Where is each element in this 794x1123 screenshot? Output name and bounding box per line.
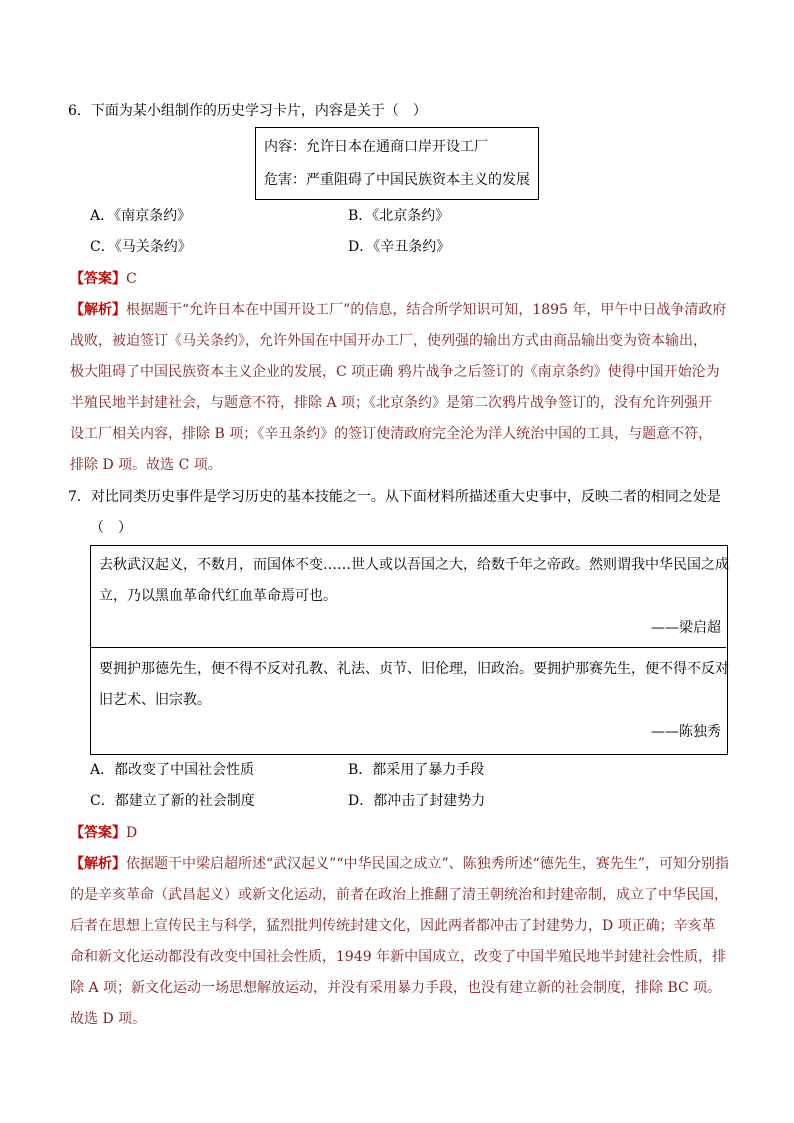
q6-analysis-tag: 【解析】 — [70, 302, 126, 318]
q7-quote2-line-1: 要拥护那德先生，便不得不反对孔教、礼法、贞节、旧伦理，旧政治。要拥护那赛先生，便不得不反对 — [99, 661, 729, 677]
q7-option-d[interactable]: D．都冲击了封建势力 — [348, 793, 486, 809]
q6-analysis-line-4: 半殖民地半封建社会，与题意不符，排除 A 项；《北京条约》是第二次鸦片战争签订的，没有允许列强开 — [70, 395, 713, 411]
q7-quote-divider — [90, 647, 726, 648]
q7-analysis-line-2: 的是辛亥革命（武昌起义）或新文化运动，前者在政治上推翻了清王朝统治和封建帝制，成立了中华民国， — [70, 887, 728, 903]
q6-option-a[interactable]: A．《南京条约》 — [90, 208, 192, 224]
q7-analysis-tag: 【解析】 — [70, 856, 126, 872]
q6-card-content: 内容：允许日本在通商口岸开设工厂 — [264, 139, 488, 155]
q7-stem-line-2: （ ） — [90, 520, 132, 536]
q6-analysis-line-1: 【解析】根据题干“允许日本在中国开设工厂”的信息，结合所学知识可知，1895 年，甲午中日战争清政府 — [70, 302, 727, 318]
q7-option-a[interactable]: A．都改变了中国社会性质 — [90, 762, 255, 778]
q6-answer — [70, 269, 137, 289]
q6-option-b[interactable]: B．《北京条约》 — [348, 208, 450, 224]
q6-card — [255, 127, 539, 200]
q7-answer-tag: 【答案】 — [70, 825, 126, 841]
q7-quote2-author: ——陈独秀 — [651, 724, 721, 740]
q6-answer-tag: 【答案】 — [70, 271, 126, 287]
q7-quote1-author: ——梁启超 — [651, 620, 721, 636]
q6-analysis-line-6: 排除 D 项。故选 C 项。 — [70, 457, 222, 473]
q7-quote2-line-2: 旧艺术、旧宗教。 — [99, 692, 211, 708]
q7-analysis-line-3: 后者在思想上宣传民主与科学，猛烈批判传统封建文化，因此两者都冲击了封建势力，D 项正确；辛亥革 — [70, 918, 716, 934]
q7-analysis-line-4: 命和新文化运动都没有改变中国社会性质，1949 年新中国成立，改变了中国半殖民地半封建社会性质，排 — [70, 949, 727, 965]
q7-option-b[interactable]: B．都采用了暴力手段 — [348, 762, 485, 778]
q6-card-harm: 危害：严重阻碍了中国民族资本主义的发展 — [264, 172, 530, 188]
q7-analysis-line-5: 除 A 项；新文化运动一场思想解放运动，并没有采用暴力手段，也没有建立新的社会制度，排除 BC 项。 — [70, 980, 722, 996]
q7-analysis-line-6: 故选 D 项。 — [70, 1011, 147, 1027]
q7-quote1-line-2: 立，乃以黑血革命代红血革命焉可也。 — [99, 588, 337, 604]
q6-analysis-line-2: 战败，被迫签订《马关条约》，允许外国在中国开办工厂，使列强的输出方式由商品输出变为资本输出， — [70, 333, 707, 349]
q6-analysis-line-3: 极大阻碍了中国民族资本主义企业的发展，C 项正确 鸦片战争之后签订的《南京条约》使得中国开始沦为 — [70, 364, 720, 380]
q7-quote1-line-1: 去秋武汉起义，不数月，而国体不变……世人或以吾国之大，给数千年之帝政。然则谓我中华民国之成 — [99, 557, 729, 573]
q7-analysis-line-1: 【解析】依据题干中梁启超所述“武汉起义”“中华民国之成立”、陈独秀所述“德先生，赛先生”，可知分别指 — [70, 856, 729, 872]
q7-option-c[interactable]: C．都建立了新的社会制度 — [90, 793, 255, 809]
q6-option-d[interactable]: D．《辛丑条约》 — [348, 239, 451, 255]
q7-materials-box — [90, 545, 728, 755]
q7-answer — [70, 823, 137, 843]
q6-option-c[interactable]: C．《马关条约》 — [90, 239, 192, 255]
q6-analysis-line-5: 设工厂相关内容，排除 B 项；《辛丑条约》的签订使清政府完全沦为洋人统治中国的工具，与题意不符， — [70, 426, 713, 442]
q6-answer-value: C — [126, 271, 137, 287]
q7-answer-value: D — [126, 825, 138, 841]
q6-stem: 6．下面为某小组制作的历史学习卡片，内容是关于（ ） — [68, 103, 427, 119]
q7-stem-line-1: 7．对比同类历史事件是学习历史的基本技能之一。从下面材料所描述重大史事中，反映二者的相同之处是 — [68, 489, 721, 505]
